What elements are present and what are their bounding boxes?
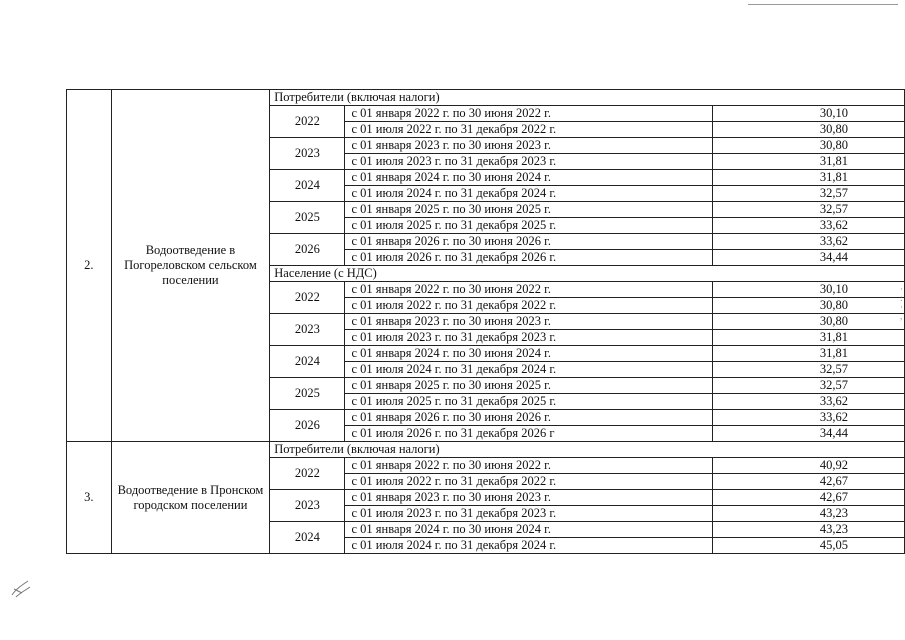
year-cell: 2023	[270, 490, 345, 522]
tariff-value-cell: 33,62	[713, 234, 905, 250]
tariff-value-cell: 40,92	[713, 458, 905, 474]
period-cell: с 01 января 2024 г. по 30 июня 2024 г.	[345, 522, 713, 538]
period-cell: с 01 января 2022 г. по 30 июня 2022 г.	[345, 458, 713, 474]
year-cell: 2024	[270, 522, 345, 554]
tariff-value-cell: 43,23	[713, 522, 905, 538]
period-cell: с 01 января 2023 г. по 30 июня 2023 г.	[345, 314, 713, 330]
period-cell: с 01 января 2024 г. по 30 июня 2024 г.	[345, 346, 713, 362]
tariff-value-cell: 34,44	[713, 426, 905, 442]
tariff-value-cell: 34,44	[713, 250, 905, 266]
period-cell: с 01 июля 2024 г. по 31 декабря 2024 г.	[345, 362, 713, 378]
tariff-value-cell: 31,81	[713, 346, 905, 362]
year-cell: 2023	[270, 314, 345, 346]
section-title: Население (с НДС)	[270, 266, 905, 282]
tariff-value-cell: 42,67	[713, 474, 905, 490]
tariff-value-cell: 32,57	[713, 378, 905, 394]
section-title: Потребители (включая налоги)	[270, 442, 905, 458]
year-cell: 2025	[270, 378, 345, 410]
period-cell: с 01 января 2023 г. по 30 июня 2023 г.	[345, 490, 713, 506]
tariff-value-cell: 30,10	[713, 106, 905, 122]
year-cell: 2026	[270, 410, 345, 442]
tariff-value-cell: 32,57	[713, 186, 905, 202]
period-cell: с 01 июля 2025 г. по 31 декабря 2025 г.	[345, 218, 713, 234]
period-cell: с 01 июля 2023 г. по 31 декабря 2023 г.	[345, 154, 713, 170]
year-cell: 2024	[270, 346, 345, 378]
tariff-value-cell: 31,81	[713, 154, 905, 170]
period-cell: с 01 января 2022 г. по 30 июня 2022 г.	[345, 106, 713, 122]
tariff-value-cell: 32,57	[713, 202, 905, 218]
tariff-value-cell: 30,80	[713, 298, 905, 314]
header-rule	[748, 4, 898, 5]
tariff-value-cell: 31,81	[713, 330, 905, 346]
group-number: 3.	[67, 442, 112, 554]
tariff-value-cell: 30,80	[713, 122, 905, 138]
tariff-value-cell: 32,57	[713, 362, 905, 378]
year-cell: 2023	[270, 138, 345, 170]
period-cell: с 01 января 2025 г. по 30 июня 2025 г.	[345, 378, 713, 394]
period-cell: с 01 июля 2026 г. по 31 декабря 2026 г	[345, 426, 713, 442]
tariff-value-cell: 33,62	[713, 410, 905, 426]
tariff-value-cell: 30,10	[713, 282, 905, 298]
period-cell: с 01 июля 2024 г. по 31 декабря 2024 г.	[345, 186, 713, 202]
tariff-value-cell: 30,80	[713, 314, 905, 330]
period-cell: с 01 января 2024 г. по 30 июня 2024 г.	[345, 170, 713, 186]
tariff-value-cell: 31,81	[713, 170, 905, 186]
period-cell: с 01 января 2023 г. по 30 июня 2023 г.	[345, 138, 713, 154]
tariff-value-cell: 43,23	[713, 506, 905, 522]
period-cell: с 01 июля 2022 г. по 31 декабря 2022 г.	[345, 122, 713, 138]
period-cell: с 01 июля 2023 г. по 31 декабря 2023 г.	[345, 330, 713, 346]
period-cell: с 01 июля 2023 г. по 31 декабря 2023 г.	[345, 506, 713, 522]
year-cell: 2026	[270, 234, 345, 266]
tariff-value-cell: 45,05	[713, 538, 905, 554]
tariff-table-body	[67, 90, 905, 554]
group-name: Водоотведение в Погореловском сельском поселении	[111, 90, 270, 442]
period-cell: с 01 января 2025 г. по 30 июня 2025 г.	[345, 202, 713, 218]
tariff-value-cell: 30,80	[713, 138, 905, 154]
tariff-value-cell: 42,67	[713, 490, 905, 506]
group-number: 2.	[67, 90, 112, 442]
tariff-value-cell: 33,62	[713, 394, 905, 410]
section-title: Потребители (включая налоги)	[270, 90, 905, 106]
year-cell: 2024	[270, 170, 345, 202]
group-name: Водоотведение в Пронском городском поселении	[111, 442, 270, 554]
year-cell: 2025	[270, 202, 345, 234]
period-cell: с 01 июля 2022 г. по 31 декабря 2022 г.	[345, 474, 713, 490]
period-cell: с 01 января 2026 г. по 30 июня 2026 г.	[345, 410, 713, 426]
period-cell: с 01 июля 2026 г. по 31 декабря 2026 г.	[345, 250, 713, 266]
scan-specks: · : · ,	[900, 284, 903, 321]
period-cell: с 01 июля 2025 г. по 31 декабря 2025 г.	[345, 394, 713, 410]
period-cell: с 01 июля 2022 г. по 31 декабря 2022 г.	[345, 298, 713, 314]
tariff-table	[66, 89, 905, 554]
section-row	[67, 90, 905, 106]
handwritten-mark-icon	[8, 575, 34, 601]
section-row	[67, 442, 905, 458]
tariff-value-cell: 33,62	[713, 218, 905, 234]
year-cell: 2022	[270, 106, 345, 138]
year-cell: 2022	[270, 458, 345, 490]
period-cell: с 01 января 2026 г. по 30 июня 2026 г.	[345, 234, 713, 250]
period-cell: с 01 января 2022 г. по 30 июня 2022 г.	[345, 282, 713, 298]
period-cell: с 01 июля 2024 г. по 31 декабря 2024 г.	[345, 538, 713, 554]
year-cell: 2022	[270, 282, 345, 314]
